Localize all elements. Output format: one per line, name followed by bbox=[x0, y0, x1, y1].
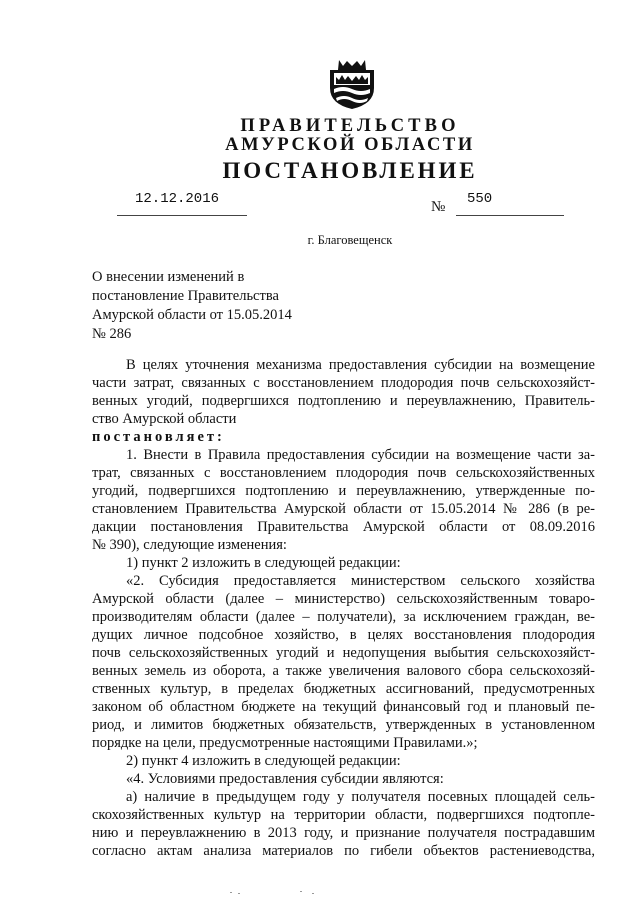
body-line: порядке на цели, предусмотренные настоящими Правилами.»; bbox=[92, 735, 478, 751]
body-line: трат, связанных с восстановлением плодородия почв сельскохозяйственных bbox=[92, 465, 595, 481]
body-line: становлением Правительства Амурской области от 15.05.2014 № 286 (в ре- bbox=[92, 501, 595, 517]
document-subject bbox=[92, 268, 292, 344]
resolve-heading: постановляет: bbox=[92, 429, 225, 445]
body-line: «4. Условиями предоставления субсидии являются: bbox=[126, 771, 444, 787]
body-line: «2. Субсидия предоставляется министерством сельского хозяйства bbox=[126, 573, 595, 589]
body-line: № 390), следующие изменения: bbox=[92, 537, 287, 553]
body-line: 1. Внести в Правила предоставления субсидии на возмещение части за- bbox=[126, 447, 595, 463]
scan-speck bbox=[312, 893, 314, 894]
document-type: ПОСТАНОВЛЕНИЕ bbox=[222, 158, 478, 183]
body-line: риод, и лимитов бюджетных обязательств, утвержденных в установленном bbox=[92, 717, 595, 733]
gov-title-line1: ПРАВИТЕЛЬСТВО bbox=[240, 116, 460, 136]
body-line: ство Амурской области bbox=[92, 411, 237, 427]
gov-title-line2: АМУРСКОЙ ОБЛАСТИ bbox=[225, 135, 475, 155]
city: г. Благовещенск bbox=[307, 233, 393, 247]
body-line: дакции постановления Правительства Амурской области от 08.09.2016 bbox=[92, 519, 595, 535]
amur-coat-of-arms-icon bbox=[327, 58, 377, 110]
body-line: скохозяйственных культур на территории области, подвергшихся подтопле- bbox=[92, 807, 595, 823]
number-sign: № bbox=[431, 199, 446, 215]
scan-speck bbox=[300, 891, 302, 892]
subject-line: Амурской области от 15.05.2014 bbox=[92, 307, 292, 323]
number-underline bbox=[456, 215, 564, 216]
body-line: угодий, подвергшихся подтоплению и переувлажнению, утвержденные по- bbox=[92, 483, 595, 499]
body-line: согласно актам анализа материалов по гибели объектов растениеводства, bbox=[92, 843, 595, 859]
body-line: венных земель из оборота, а также увеличения валового сбора сельскохозяй- bbox=[92, 663, 595, 679]
body-line: венных угодий, подвергшихся подтоплению и переувлажнению, Правитель- bbox=[92, 393, 595, 409]
scan-speck bbox=[238, 893, 240, 894]
document-date: 12.12.2016 bbox=[135, 191, 220, 207]
body-line: Амурской области (далее – министерство) сельскохозяйственным товаро- bbox=[92, 591, 595, 607]
body-line: почв сельскохозяйственных угодий и недопущения выбытия сельскохозяйст- bbox=[92, 645, 595, 661]
body-line: а) наличие в предыдущем году у получателя посевных площадей сель- bbox=[126, 789, 595, 805]
document-number: 550 bbox=[467, 191, 493, 207]
date-underline bbox=[117, 215, 247, 216]
subject-line: постановление Правительства bbox=[92, 288, 279, 304]
body-line: нию и переувлажнению в 2013 году, и признание получателя пострадавшим bbox=[92, 825, 595, 841]
body-line: части затрат, связанных с восстановлением плодородия почв сельскохозяйст- bbox=[92, 375, 595, 391]
body-line: 2) пункт 4 изложить в следующей редакции: bbox=[126, 753, 401, 769]
subject-line: № 286 bbox=[92, 326, 132, 342]
body-line: 1) пункт 2 изложить в следующей редакции: bbox=[126, 555, 401, 571]
body-line: производителям области (далее – получатели), за исключением граждан, ве- bbox=[92, 609, 595, 625]
scan-speck bbox=[230, 892, 232, 893]
body-line: дущих личное подсобное хозяйство, в целях восстановления плодородия bbox=[92, 627, 595, 643]
body-line: законом об областном бюджете на текущий финансовый год и плановый пе- bbox=[92, 699, 595, 715]
body-line: В целях уточнения механизма предоставления субсидии на возмещение bbox=[126, 357, 595, 373]
body-line: ственных культур, в пределах бюджетных ассигнований, предусмотренных bbox=[92, 681, 595, 697]
subject-line: О внесении изменений в bbox=[92, 269, 245, 285]
document-body bbox=[92, 356, 595, 860]
